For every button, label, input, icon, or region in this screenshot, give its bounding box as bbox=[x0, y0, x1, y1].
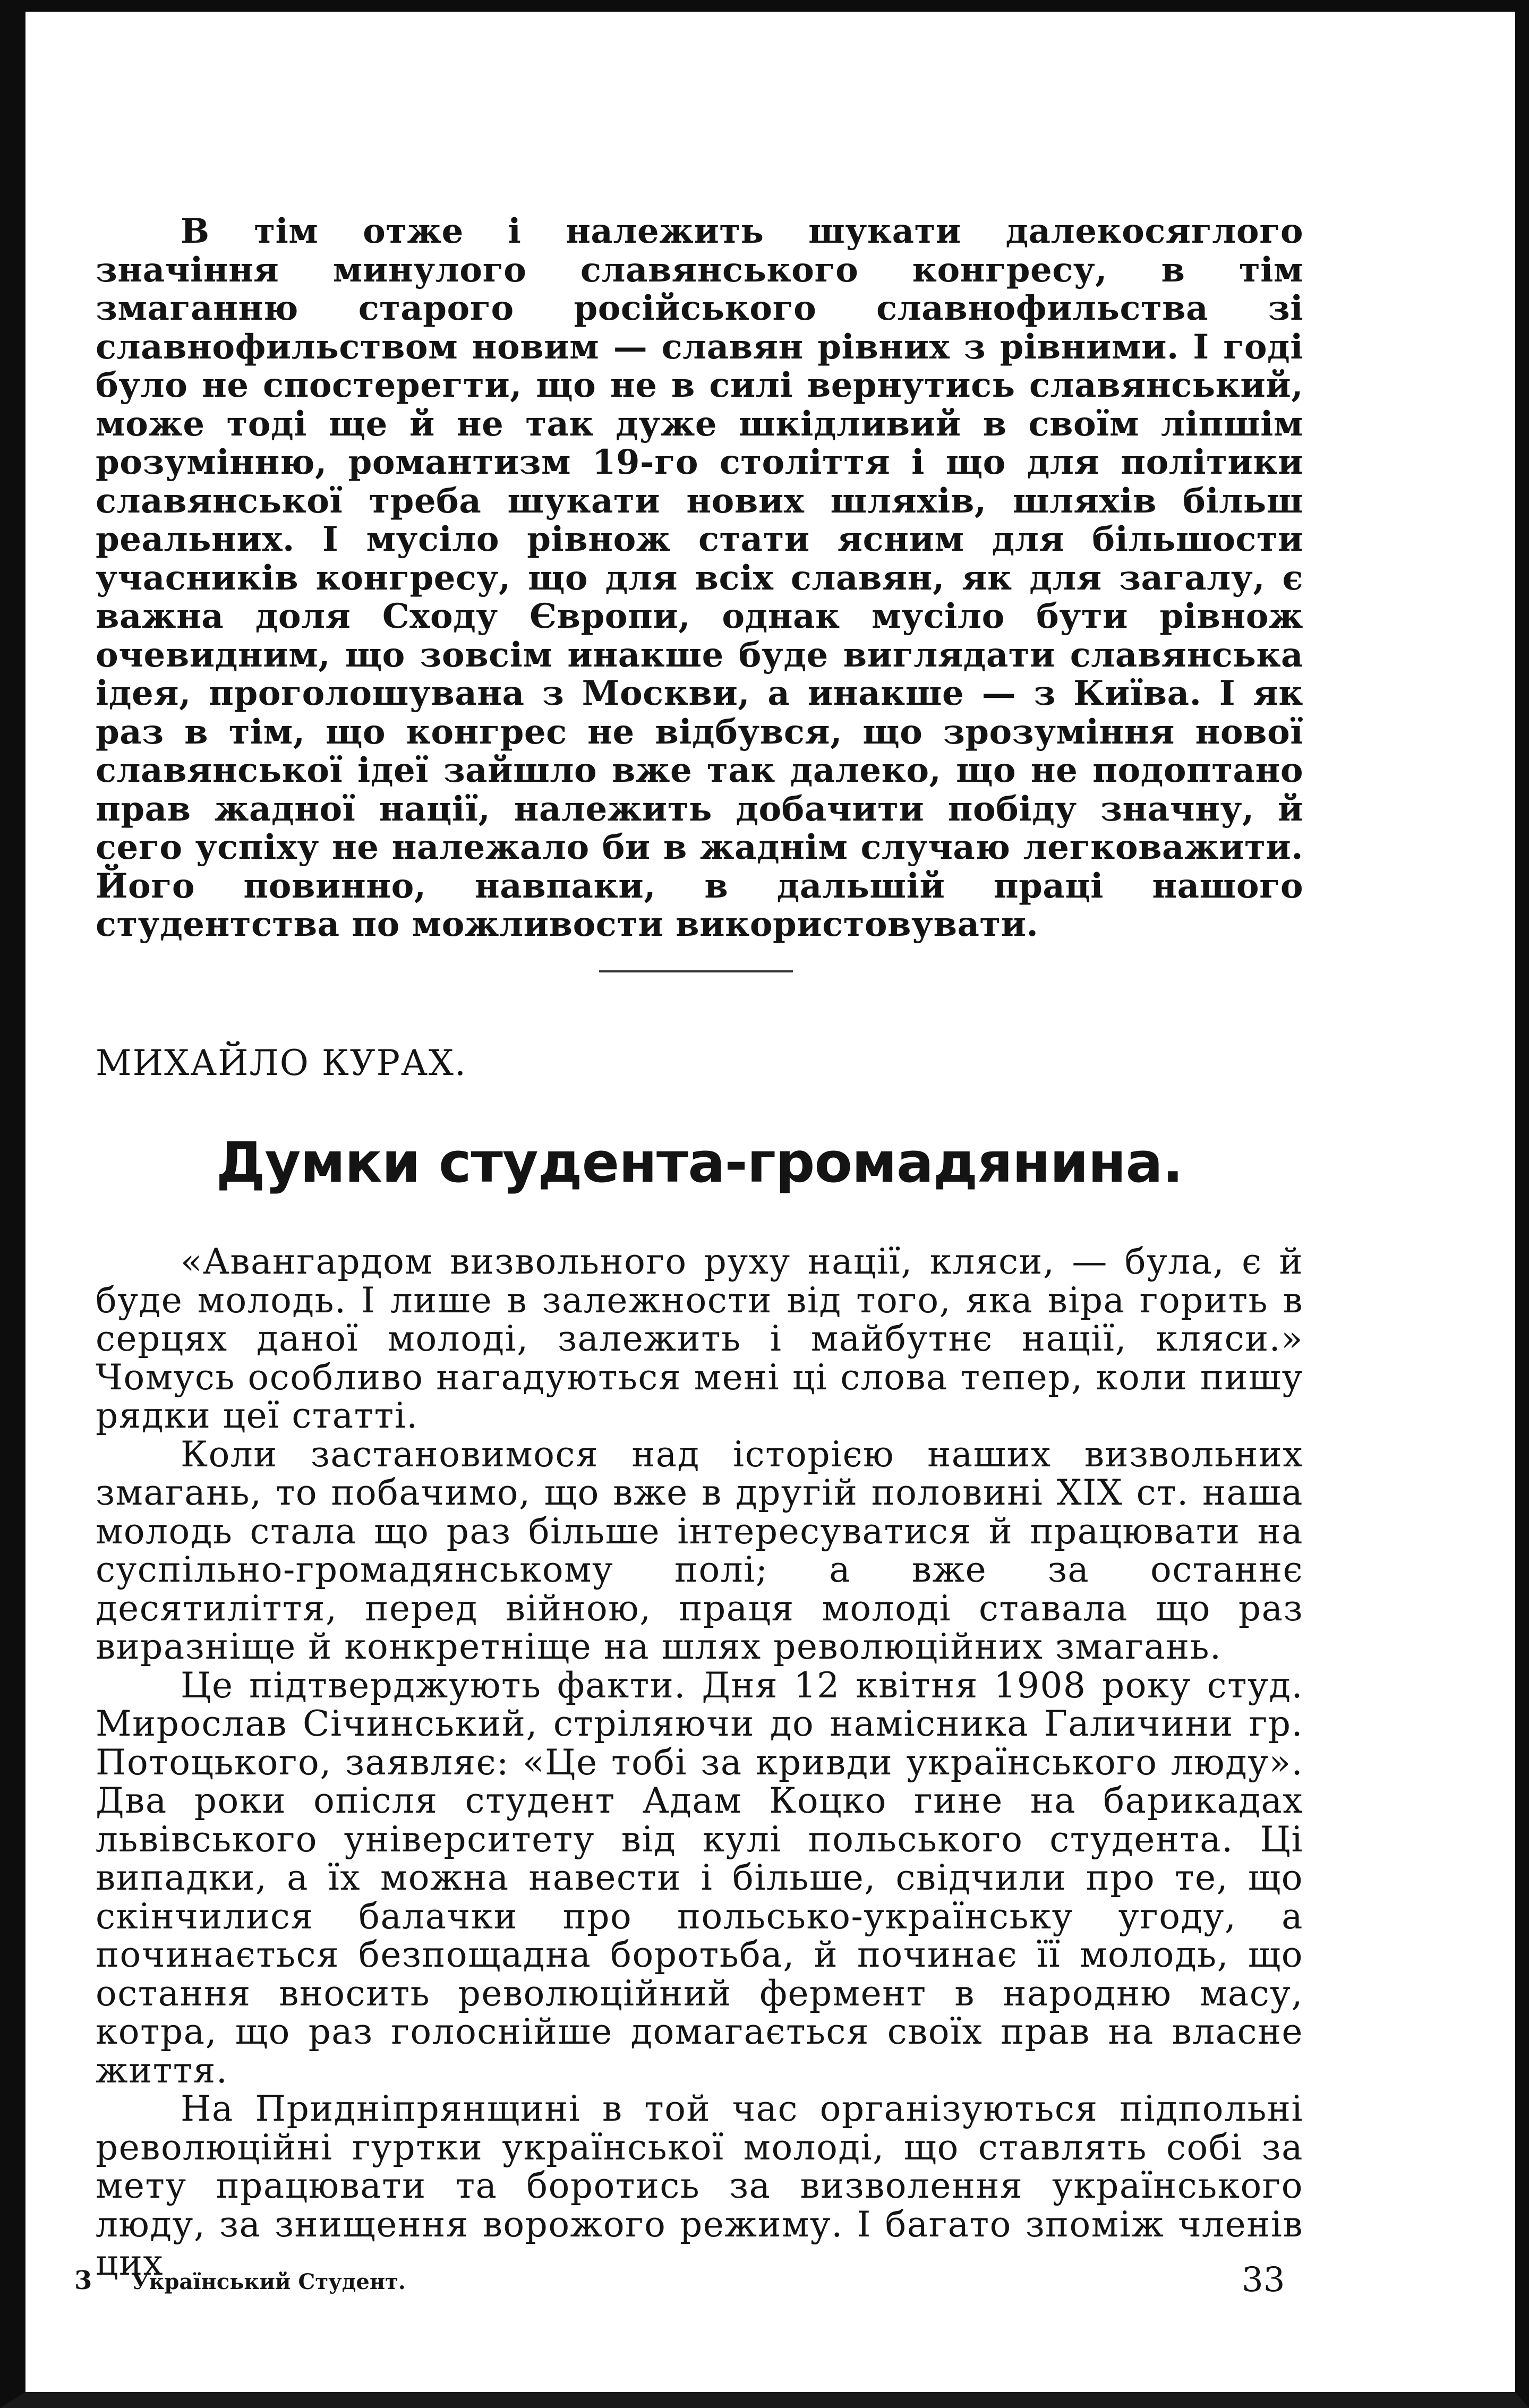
paragraph: На Придніпрянщині в той час організуються підпольні революційні гуртки української молоді, що ставлять собі за мету працювати та боротись за визволення українського люду, за знищення ворожого режиму. І багато зпоміж членів цих bbox=[96, 2088, 1303, 2283]
page-number: 33 bbox=[1242, 2260, 1285, 2300]
previous-article-text bbox=[96, 212, 1303, 944]
section-divider bbox=[599, 970, 793, 972]
journal-name: Український Студент. bbox=[132, 2269, 406, 2294]
paragraph: В тім отже і належить шукати далекосяглого значіння минулого славянського конгресу, в тім змаганню старого російського славнофильства зі славнофильством новим — славян рівних з рівними. І годі було не спостерегти, що не в силі вернутись славянський, може тоді ще й не так дуже шкідливий в своїм ліпшім розумінню, романтизм 19-го століття і що для політики славянської треба шукати нових шляхів, шляхів більш реальних. І мусіло рівнож стати ясним для більшости учасників конгресу, що для всіх славян, як для загалу, є важна доля Сходу Європи, однак мусіло бути рівнож очевидним, що зовсім инакше буде виглядати славянська ідея, проголошувана з Москви, а инакше — з Київа. І як раз в тім, що конгрес не відбувся, що зрозуміння нової славянської ідеї зайшло вже так далеко, що не подоптано прав жадної нації, належить добачити побіду значну, й сего успіху не належало би в жаднім случаю легковажити. Його повинно, навпаки, в дальшій праці нашого студентства по можливости використовувати. bbox=[96, 211, 1303, 944]
paragraph: Це підтверджують факти. Дня 12 квітня 1908 року студ. Мирослав Січинський, стріляючи до намісника Галичини гр. Потоцького, заявляє: «Це тобі за кривди українського люду». Два роки опісля студент Адам Коцко гине на барикадах львівського університету від кулі польського студента. Ці випадки, а їх можна навести і більше, свідчили про те, що скінчилися балачки про польсько-українську угоду, а починається безпощадна боротьба, й починає її молодь, що остання вносить революційний фермент в народню масу, котра, що раз голоснійше домагається своїх прав на власне життя. bbox=[96, 1664, 1303, 2091]
signature-mark: 3 bbox=[74, 2266, 92, 2295]
article-title: Думки студента-громадянина. bbox=[216, 1130, 1183, 1195]
paragraph: Коли застановимося над історією наших визвольних змагань, то побачимо, що вже в другій половині XIX ст. наша молодь стала що раз більше інтересуватися й працювати на суспільно-громадянському полі; а вже за останнє десятиліття, перед війною, праця молоді ставала що раз виразніще й конкретніще на шлях революційних змагань. bbox=[96, 1433, 1303, 1667]
page-footer bbox=[74, 2265, 406, 2298]
paragraph: «Авангардом визвольного руху нації, кляси, — була, є й буде молодь. І лише в залежности від того, яка віра горить в серцях даної молоді, залежить і майбутнє нації, кляси.» Чомусь особливо нагадуються мені ці слова тепер, коли пишу рядки цеї статті. bbox=[96, 1241, 1303, 1436]
article-author: МИХАЙЛО КУРАХ. bbox=[96, 1043, 467, 1083]
article-body bbox=[96, 1243, 1303, 2283]
